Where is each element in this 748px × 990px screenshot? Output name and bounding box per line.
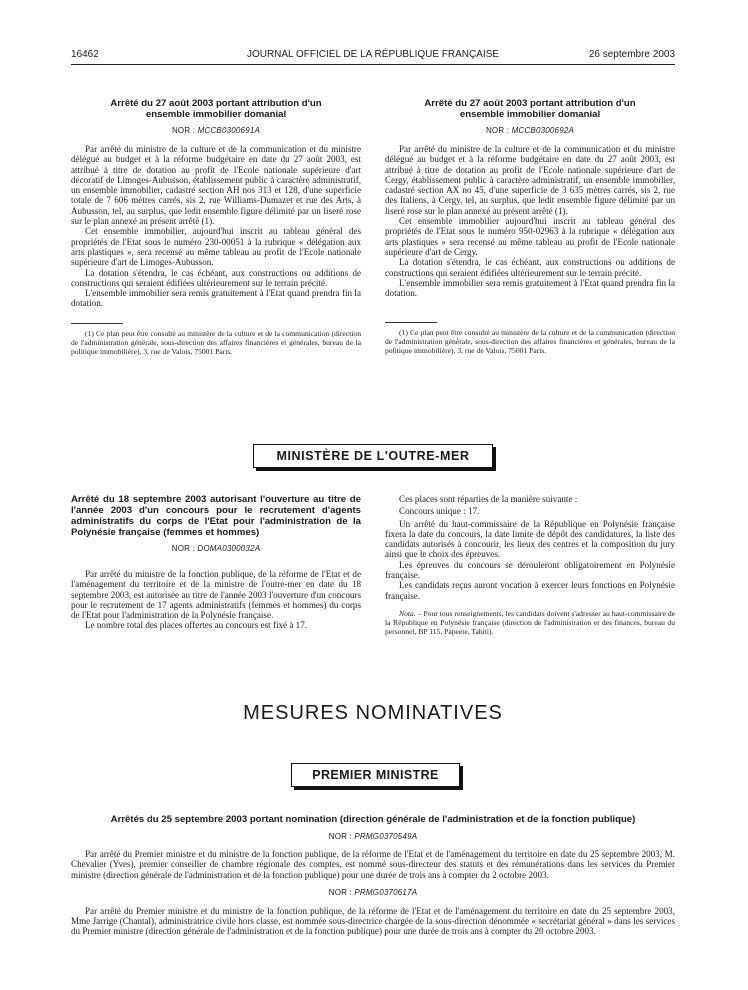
article-paragraph: L'ensemble immobilier sera remis gratuitement à l'Etat quand prendra fin la dotation. <box>71 288 361 309</box>
article-note <box>385 609 675 636</box>
header-rule <box>71 64 675 65</box>
nomination-paragraph: Par arrêté du Premier ministre et du ministre de la fonction publique, de la réforme de l'Etat et de l'aménagement du territoire en date du 25 septembre 2003, M. Chevalier (Yves), premier conseiller de chambre régionale des comptes, est nommé sous-directeur des statuts et des rémunérations dans les services du Premier ministre (direction générale de l'administration et de la fonction publique) pour une durée de trois ans à compter du 2 octobre 2003. <box>71 849 675 880</box>
article-paragraph: Par arrêté du ministre de la fonction publique, de la réforme de l'Etat et de l'aménagement du territoire et de la ministre de l'outre-mer en date du 18 septembre 2003, est autorisée au titre de l'année 2003 l'ouverture d'un concours pour le recrutement de 17 agents administratifs (femmes et hommes) du corps de l'Etat pour l'administration de la Polynésie française. <box>71 569 361 621</box>
article-title: Arrêtés du 25 septembre 2003 portant nomination (direction générale de l'administration et de la fonction publique) <box>110 814 636 825</box>
footnote-rule <box>385 322 437 323</box>
ministry-heading-outremer <box>253 444 493 468</box>
article-paragraph: Cet ensemble immobilier aujourd'hui inscrit au tableau général des propriétés de l'Etat sous le numéro 950-02963 à la rubrique « délégation aux arts plastiques » sera recensé au même tableau au profit de l'Ecole nationale supérieure d'art de Cergy. <box>385 216 675 257</box>
article-paragraph: Le nombre total des places offertes au concours est fixé à 17. <box>85 620 308 631</box>
article-paragraph: Un arrêté du haut-commissaire de la République en Polynésie française fixera la date du concours, la date limite de dépôt des candidatures, la liste des candidats autorisés à concourir, les lieux des centres et la composition du jury ainsi que le choix des épreuves. <box>385 518 675 560</box>
footnote: (1) Ce plan peut être consulté au ministère de la culture et de la communication (direction de l'administration générale, sous-direction des affaires financières et générales, bureau de la politique immobilière), 3, rue de Valois, 75001 Paris. <box>385 328 675 356</box>
article-paragraph: Ces places sont réparties de la manière suivante : <box>399 494 578 504</box>
nor-label: NOR : <box>328 887 352 897</box>
page-header <box>71 49 675 63</box>
footnote-rule <box>71 323 123 324</box>
nominations-article <box>71 814 675 937</box>
nor-code: PRMG0370549A <box>354 832 418 841</box>
article-paragraph: Les épreuves du concours se dérouleront obligatoirement en Polynésie française. <box>385 559 675 581</box>
nor-reference <box>71 126 361 135</box>
article-paragraph: L'ensemble immobilier sera remis gratuitement à l'Etat quand prendra fin la dotation. <box>385 277 675 299</box>
nor-reference <box>71 888 675 897</box>
article-paragraph: La dotation s'étendra, le cas échéant, aux constructions ou additions de constructions qui seraient édifiées ultérieurement sur le terrain précité. <box>71 267 361 288</box>
ministry-label: PREMIER MINISTRE <box>312 768 439 782</box>
nor-label: NOR : <box>328 832 352 841</box>
nor-code: MCCB0300691A <box>197 126 261 135</box>
nor-reference <box>385 126 675 135</box>
article-paragraph: Les candidats reçus auront vocation à exercer leurs fonctions en Polynésie française. <box>385 580 675 601</box>
ministry-heading-premier <box>291 763 460 787</box>
page-number: 16462 <box>71 49 99 60</box>
right-article <box>385 98 675 355</box>
note-label: Nota. – <box>399 608 422 618</box>
nor-reference <box>71 832 675 841</box>
ministry-label: MINISTÈRE DE L'OUTRE-MER <box>276 449 470 463</box>
note-text: Pour tous renseignements, les candidats doivent s'adresser au haut-commissaire de la République en Polynésie française (direction de l'administration et des finances, bureau du personnel, BP 115, Papeete, Tahiti). <box>385 608 675 636</box>
article-paragraph: Par arrêté du ministre de la culture et de la communication et du ministre délégué au budget et à la réforme budgétaire en date du 27 août 2003, est attribué à titre de dotation au profit de l'Ecole nationale supérieure d'art de Cergy, établissement public à caractère administratif, un ensemble immobilier, cadastré section AX no 45, d'une superficie de 3 635 mètres carrés, sis 2, rue des Italiens, à Cergy, tel, au surplus, que ledit ensemble figure délimité par un liseré rose sur le plan annexé au présent arrêté (1). <box>385 144 675 216</box>
left-article <box>71 98 361 356</box>
outremer-article-right <box>385 494 675 636</box>
nor-reference <box>71 544 361 553</box>
article-paragraph: Par arrêté du ministre de la culture et de la communication et du ministre délégué au budget et à la réforme budgétaire en date du 27 août 2003, est attribué à titre de dotation au profit de l'Ecole nationale supérieure d'art décoratif de Limoges-Aubusson, établissement public à caractère administratif, un ensemble immobilier, cadastré section AH nos 313 et 128, d'une superficie totale de 7 606 mètres carrés, sis 2, rue Williams-Dumazet et rue des Arts, à Aubusson, tel, au surplus, que ledit ensemble figure délimité par un liseré rose sur le plan annexé au présent arrêté (1). <box>71 144 361 227</box>
article-paragraph: Concours unique : 17. <box>399 506 480 517</box>
issue-date: 26 septembre 2003 <box>588 49 675 60</box>
article-title: Arrêté du 27 août 2003 portant attribution d'un ensemble immobilier domanial <box>424 98 636 120</box>
nor-code: MCCB0300692A <box>511 126 575 135</box>
journal-title: JOURNAL OFFICIEL DE LA RÉPUBLIQUE FRANÇAISE <box>246 49 500 60</box>
article-paragraph: Cet ensemble immobilier, aujourd'hui inscrit au tableau général des propriétés de l'Etat sous le numéro 230-00051 à la rubrique « délégation aux arts plastiques », sera recensé au même tableau au profit de l'Ecole nationale supérieure d'art de Limoges-Aubusson. <box>71 226 361 268</box>
nor-code: PRMG0370617A <box>354 887 418 897</box>
article-title: Arrêté du 18 septembre 2003 autorisant l'ouverture au titre de l'année 2003 d'un concours pour le recrutement d'agents administratifs du corps de l'Etat pour l'administration de la Polynésie française (femmes et hommes) <box>71 494 361 538</box>
outremer-article-left <box>71 494 361 631</box>
footnote: (1) Ce plan peut être consulté au ministère de la culture et de la communication (direction de l'administration générale, sous-direction des affaires financières et générales, bureau de la politique immobilière), 3, rue de Valois, 75001 Paris. <box>71 328 361 356</box>
article-title: Arrêté du 27 août 2003 portant attribution d'un ensemble immobilier domanial <box>110 98 322 120</box>
nor-label: NOR : <box>485 126 510 135</box>
article-paragraph: La dotation s'étendra, le cas échéant, aux constructions ou additions de constructions qui seraient édifiées ultérieurement sur le terrain précité. <box>385 257 675 278</box>
nor-label: NOR : <box>171 544 195 553</box>
section-title: MESURES NOMINATIVES <box>243 702 503 724</box>
nor-label: NOR : <box>171 126 196 135</box>
nor-code: DOMA0300032A <box>197 544 261 553</box>
nomination-paragraph: Par arrêté du Premier ministre et du ministre de la fonction publique, de la réforme de l'Etat et de l'aménagement du territoire en date du 25 septembre 2003, Mme Jarrige (Chantal), administratrice civile hors classe, est nommée sous-directrice chargée de la sous-direction dénommée « secrétariat général » dans les services du Premier ministre (direction générale de l'administration et de la fonction publique) pour une durée de trois ans à compter du 20 octobre 2003. <box>71 905 675 937</box>
